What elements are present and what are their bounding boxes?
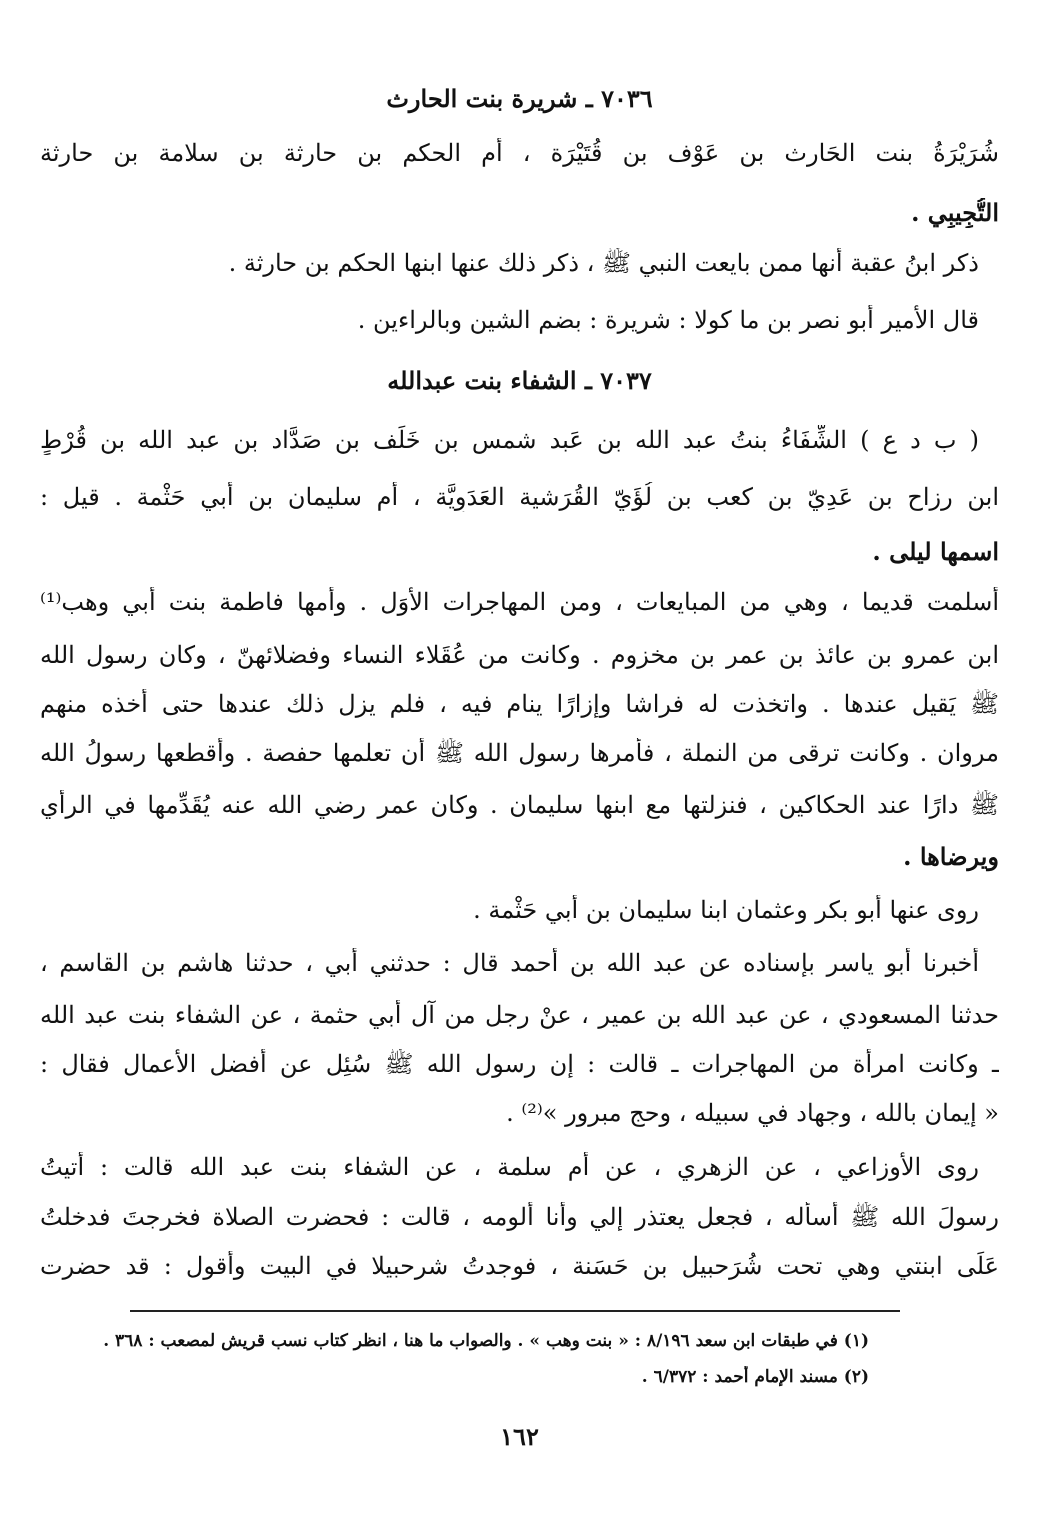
- text-line: روى عنها أبو بكر وعثمان ابنا سليمان بن أبي حَثْمة .: [473, 896, 979, 924]
- entry-heading-7036: ٧٠٣٦ ـ شريرة بنت الحارث: [386, 84, 653, 113]
- text-line: ﷺ دارًا عند الحكاكين ، فنزلتها مع ابنها سليمان . وكان عمر رضي الله عنه يُقَدِّمها في الرأي: [40, 791, 999, 819]
- text-line: روى الأوزاعي ، عن الزهري ، عن أم سلمة ، عن الشفاء بنت عبد الله قالت : أتيتُ: [40, 1153, 979, 1181]
- footnote-2: (٢) مسند الإمام أحمد : ٦/٣٧٢ .: [641, 1367, 869, 1387]
- text-line: ابن عمرو بن عائذ بن عمر بن مخزوم . وكانت من عُقَلاء النساء وفضلائهنّ ، وكان رسول الله: [40, 641, 999, 669]
- text-line: أخبرنا أبو ياسر بإسناده عن عبد الله بن أحمد قال : حدثني أبي ، حدثنا هاشم بن القاسم ،: [40, 949, 979, 977]
- text-line: ذكر ابنُ عقبة أنها ممن بايعت النبي ﷺ ، ذكر ذلك عنها ابنها الحكم بن حارثة .: [228, 249, 979, 277]
- text-line: ( ب د ع ) الشِّفَاءُ بنتُ عبد الله بن عَبد شمس بن خَلَف بن صَدَّاد بن عبد الله بن قُرْطٍ: [40, 426, 979, 454]
- text-line: مروان . وكانت ترقى من النملة ، فأمرها رسول الله ﷺ أن تعلمها حفصة . وأقطعها رسولُ الله: [40, 739, 999, 767]
- footnote-1: (١) في طبقات ابن سعد ٨/١٩٦ : « بنت وهب » . والصواب ما هنا ، انظر كتاب نسب قريش لمصعب : ٣٦٨ .: [103, 1331, 869, 1351]
- text-line: عَلَى ابنتي وهي تحت شُرَحبيل بن حَسَنة ، فوجدتُ شرحبيلا في البيت وأقول : قد حضرت: [40, 1252, 999, 1280]
- text-line: اسمها ليلى .: [872, 537, 999, 566]
- text-line: ﷺ يَقيل عندها . واتخذت له فراشا وإزارًا ينام فيه ، فلم يزل ذلك عندها حتى أخذه منهم: [40, 690, 999, 718]
- page-number: ١٦٢: [500, 1422, 539, 1451]
- text-line: قال الأمير أبو نصر بن ما كولا : شريرة : بضم الشين وبالراءين .: [357, 306, 979, 334]
- text-line: التُّجِيبِي .: [911, 198, 999, 227]
- text-line: « إيمان بالله ، وجهاد في سبيله ، وحج مبرور »⁽²⁾ .: [506, 1099, 999, 1127]
- text-line: ابن رزاح بن عَدِيّ بن كعب بن لُؤَيّ القُرَشية العَدَوِيَّة ، أم سليمان بن أبي حَثْمة . قيل :: [40, 483, 999, 511]
- text-line: حدثنا المسعودي ، عن عبد الله بن عمير ، عنْ رجل من آل أبي حثمة ، عن الشفاء بنت عبد الله: [40, 1001, 999, 1029]
- text-line: شُرَيْرَةُ بنت الحَارث بن عَوْف بن قُتَيْرَة ، أم الحكم بن حارثة بن سلامة بن حارثة: [40, 139, 999, 167]
- text-line: رسولَ الله ﷺ أسأله ، فجعل يعتذر إلي وأنا ألومه ، قالت : فحضرت الصلاة فخرجتَ فدخلتُ: [40, 1203, 999, 1231]
- text-line: ويرضاها .: [903, 842, 999, 871]
- footnote-divider: [130, 1310, 900, 1312]
- text-line: أسلمت قديما ، وهي من المبايعات ، ومن المهاجرات الأوَل . وأمها فاطمة بنت أبي وهب⁽¹⁾: [40, 588, 999, 616]
- entry-heading-7037: ٧٠٣٧ ـ الشفاء بنت عبدالله: [387, 366, 652, 395]
- text-line: ـ وكانت امرأة من المهاجرات ـ قالت : إن رسول الله ﷺ سُئِل عن أفضل الأعمال فقال :: [40, 1050, 999, 1078]
